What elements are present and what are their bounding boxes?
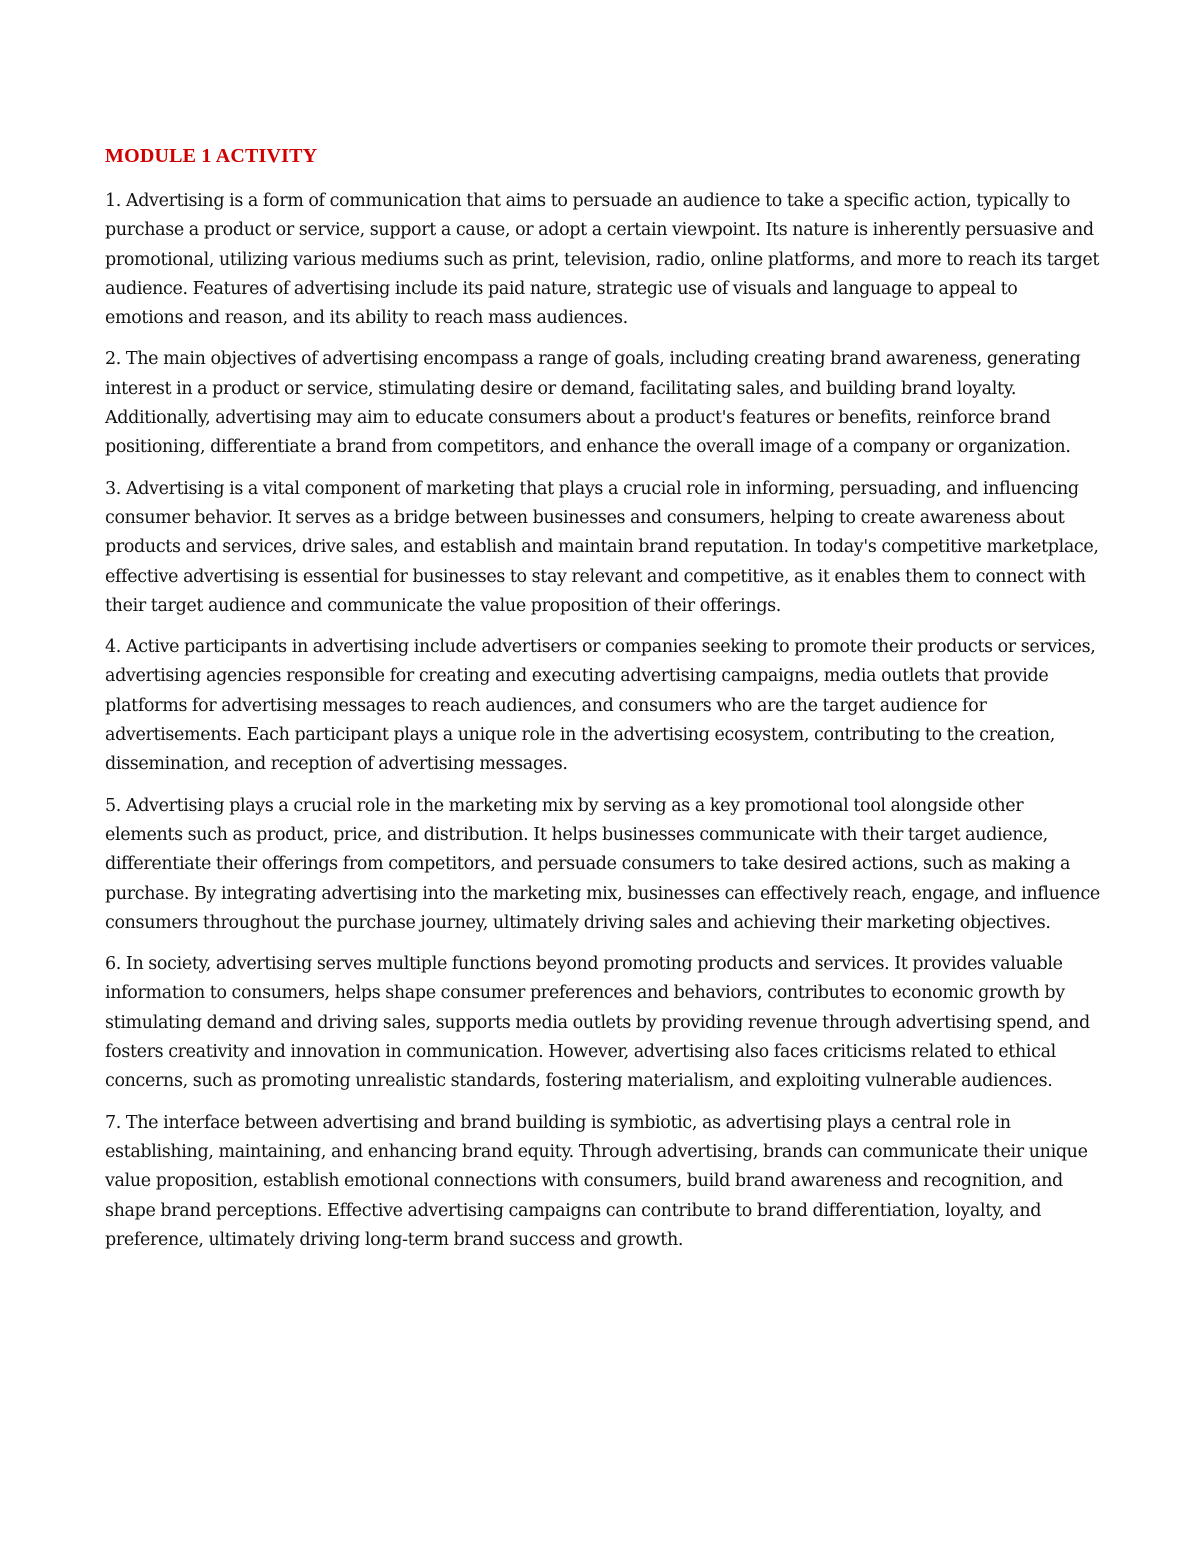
paragraph-5: 5. Advertising plays a crucial role in the marketing mix by serving as a key promotional tool alongside other elements such as product, price, and distribution. It helps businesses communicate with their target audience, differentiate their offerings from competitors, and persuade consumers to take desired actions, such as making a purchase. By integrating advertising into the marketing mix, businesses can effectively reach, engage, and influence consumers throughout the purchase journey, ultimately driving sales and achieving their marketing objectives.	[105, 795, 1100, 933]
paragraph-4: 4. Active participants in advertising include advertisers or companies seeking to promote their products or services, advertising agencies responsible for creating and executing advertising campaigns, media outlets that provide platforms for advertising messages to reach audiences, and consumers who are the target audience for advertisements. Each participant plays a unique role in the advertising ecosystem, contributing to the creation, dissemination, and reception of advertising messages.	[105, 637, 1096, 775]
paragraph-1: 1. Advertising is a form of communication that aims to persuade an audience to take a specific action, typically to purchase a product or service, support a cause, or adopt a certain viewpoint. Its nature is inherently persuasive and promotional, utilizing various mediums such as print, television, radio, online platforms, and more to reach its target audience. Features of advertising include its paid nature, strategic use of visuals and language to appeal to emotions and reason, and its ability to reach mass audiences.	[105, 191, 1100, 329]
paragraph-3: 3. Advertising is a vital component of marketing that plays a crucial role in informing, persuading, and influencing consumer behavior. It serves as a bridge between businesses and consumers, helping to create awareness about products and services, drive sales, and establish and maintain brand reputation. In today's competitive marketplace, effective advertising is essential for businesses to stay relevant and competitive, as it enables them to connect with their target audience and communicate the value proposition of their offerings.	[105, 478, 1099, 616]
paragraph-2: 2. The main objectives of advertising encompass a range of goals, including creating brand awareness, generating interest in a product or service, stimulating desire or demand, facilitating sales, and building brand loyalty. Additionally, advertising may aim to educate consumers about a product's features or benefits, reinforce brand positioning, differentiate a brand from competitors, and enhance the overall image of a company or organization.	[105, 349, 1081, 458]
document-body	[105, 140, 1100, 1267]
paragraph-7: 7. The interface between advertising and brand building is symbiotic, as advertising plays a central role in establishing, maintaining, and enhancing brand equity. Through advertising, brands can communicate their unique value proposition, establish emotional connections with consumers, build brand awareness and recognition, and shape brand perceptions. Effective advertising campaigns can contribute to brand differentiation, loyalty, and preference, ultimately driving long-term brand success and growth.	[105, 1112, 1088, 1250]
document-title: MODULE 1 ACTIVITY	[105, 145, 318, 167]
paragraph-6: 6. In society, advertising serves multiple functions beyond promoting products and services. It provides valuable information to consumers, helps shape consumer preferences and behaviors, contributes to economic growth by stimulating demand and driving sales, supports media outlets by providing revenue through advertising spend, and fosters creativity and innovation in communication. However, advertising also faces criticisms related to ethical concerns, such as promoting unrealistic standards, fostering materialism, and exploiting vulnerable audiences.	[105, 954, 1090, 1092]
